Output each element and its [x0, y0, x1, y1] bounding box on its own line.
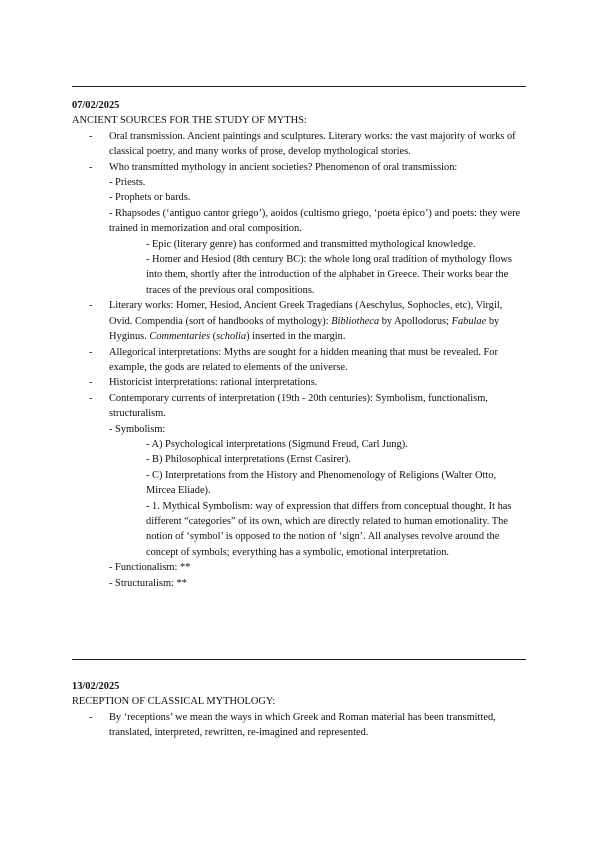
- sub-item: - Prophets or bards.: [109, 192, 191, 204]
- italic-title: Commentaries: [149, 331, 211, 343]
- bullet-text: Oral transmission. Ancient paintings and sculptures. Literary works: the vast majority of works of classical poetry, and many works of prose, develop mythological stories.: [109, 130, 516, 158]
- sub-sub-item: - B) Philosophical interpretations (Ernst Casirer).: [146, 454, 351, 466]
- bullet-item: [72, 129, 528, 160]
- text-run: ) inserted in the margin.: [246, 331, 346, 343]
- top-rule: [72, 86, 526, 87]
- sub-sub-item: - 1. Mythical Symbolism: way of expression that differs from conceptual thought. It has different “categories” of its own, which are directly related to human emotionality. The notion of ‘symbol’ is opposed to the notion of ‘sign’. All analyses revolve around the concept of symbols; everything has a symbolic, emotional interpretation.: [146, 500, 512, 558]
- italic-title: scholia: [216, 331, 247, 343]
- bullet-dash: -: [89, 300, 93, 312]
- section-heading: RECEPTION OF CLASSICAL MYTHOLOGY:: [72, 696, 276, 708]
- bullet-dash: -: [89, 711, 93, 723]
- text-run: by Apollodorus;: [379, 315, 452, 327]
- bullet-dash: -: [89, 392, 93, 404]
- sub-item: - Functionalism: **: [109, 562, 191, 574]
- section-reception: [72, 679, 528, 741]
- italic-title: Bibliotheca: [331, 315, 380, 327]
- bullet-text: By ‘receptions’ we mean the ways in which Greek and Roman material has been transmitted, translated, interpreted, rewritten, re-imagined and represented.: [109, 711, 496, 739]
- sub-item: - Priests.: [109, 177, 146, 189]
- sub-sub-item: - C) Interpretations from the History and Phenomenology of Religions (Walter Otto, Mircea Eliade).: [146, 469, 497, 497]
- bullet-item: [72, 375, 528, 390]
- section-ancient-sources: [72, 98, 528, 591]
- sub-sub-item: - Epic (literary genre) has conformed and transmitted mythological knowledge.: [146, 238, 476, 250]
- bullet-text: [109, 300, 502, 342]
- sub-sub-item: - Homer and Hesiod (8th century BC): the whole long oral tradition of mythology flows into them, shortly after the introduction of the alphabet in Greece. Their works bear the traces of the previous oral compositions.: [146, 254, 512, 296]
- section-date: 07/02/2025: [72, 100, 120, 111]
- bullet-dash: -: [89, 377, 93, 389]
- section-heading: ANCIENT SOURCES FOR THE STUDY OF MYTHS:: [72, 115, 307, 127]
- bullet-item: [72, 710, 528, 741]
- bullet-item: [72, 345, 528, 376]
- text-run: Literary works: Homer, Hesiod, Ancient Greek Tragedians (Aeschylus, Sophocles, etc), Virgil, Ovid. Compendia (sort of handbooks of mythology):: [109, 300, 503, 327]
- bullet-item: [72, 160, 528, 299]
- bullet-item: [72, 391, 528, 591]
- bullet-dash: -: [89, 161, 93, 173]
- text-run: by Hyginus.: [109, 315, 500, 343]
- sub-sub-item: - A) Psychological interpretations (Sigmund Freud, Carl Jung).: [146, 438, 408, 450]
- bullet-text: Who transmitted mythology in ancient societies? Phenomenon of oral transmission:: [109, 161, 458, 173]
- bullet-text: Allegorical interpretations: Myths are sought for a hidden meaning that must be revealed. For example, the gods are related to elements of the universe.: [109, 346, 498, 373]
- italic-title: Fabulae: [451, 315, 487, 327]
- sub-item: - Rhapsodes (‘antiguo cantor griego’), aoidos (cultismo griego, ‘poeta épico’) and poets: they were trained in memorization and oral composition.: [109, 207, 521, 235]
- sub-item: - Structuralism: **: [109, 577, 187, 589]
- bullet-text: Contemporary currents of interpretation (19th - 20th centuries): Symbolism, functionalism, structuralism.: [109, 392, 488, 420]
- text-run: (: [210, 331, 217, 343]
- bullet-text: Historicist interpretations: rational interpretations.: [109, 377, 318, 389]
- bullet-item: [72, 298, 528, 344]
- sub-item: - Symbolism:: [109, 423, 166, 435]
- section-date: 13/02/2025: [72, 681, 120, 692]
- bullet-dash: -: [89, 346, 93, 358]
- bullet-dash: -: [89, 130, 93, 142]
- section-divider: [72, 659, 526, 660]
